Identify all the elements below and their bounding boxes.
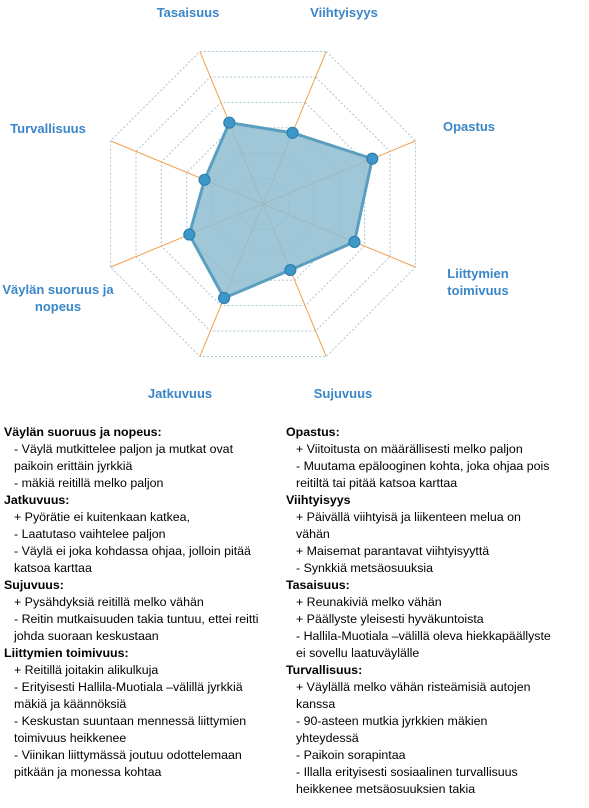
note-line: + Maisemat parantavat viihtyisyyttä (296, 544, 490, 558)
note-section-title: Turvallisuus: (286, 663, 363, 677)
note-item (4, 526, 286, 543)
note-line: heikkenee metsäosuuksien takia (296, 782, 476, 796)
notes-left-column (4, 424, 286, 781)
note-section-title: Sujuvuus: (4, 578, 64, 592)
axis-label-line: Turvallisuus (10, 121, 86, 136)
note-item (4, 594, 286, 611)
note-item (286, 713, 586, 747)
note-item (4, 509, 286, 526)
note-section-title: Jatkuvuus: (4, 493, 70, 507)
axis-label-line: Liittymien (447, 266, 509, 281)
note-item (4, 543, 286, 577)
note-item (4, 475, 286, 492)
note-section (4, 645, 286, 781)
note-item (286, 611, 586, 628)
note-line: + Pysähdyksiä reitillä melko vähän (14, 595, 204, 609)
note-line: - Illalla erityisesti sosiaalinen turvallisuus (296, 765, 518, 779)
note-section (286, 662, 586, 798)
note-item (286, 441, 586, 458)
data-point (285, 265, 296, 276)
note-line: - mäkiä reitillä melko paljon (14, 476, 164, 490)
note-section-title: Viihtyisyys (286, 493, 351, 507)
note-section (4, 577, 286, 645)
note-line: mäkiä ja käännöksiä (14, 697, 127, 711)
note-section-title: Liittymien toimivuus: (4, 646, 129, 660)
data-point (199, 174, 210, 185)
note-item (286, 509, 586, 543)
note-section (286, 424, 586, 492)
data-point (219, 293, 230, 304)
note-section-title: Tasaisuus: (286, 578, 350, 592)
note-item (4, 679, 286, 713)
axis-label-line: Väylän suoruus ja (2, 282, 114, 297)
note-item (286, 747, 586, 764)
note-line: - 90-asteen mutkia jyrkkien mäkien (296, 714, 488, 728)
axis-label (443, 119, 495, 134)
note-line: yhteydessä (296, 731, 359, 745)
axis-label (10, 121, 86, 136)
note-line: - Erityisesti Hallila-Muotiala –välillä jyrkkiä (14, 680, 243, 694)
note-section (286, 492, 586, 577)
note-item (286, 458, 586, 492)
note-line: + Reunakiviä melko vähän (296, 595, 442, 609)
note-line: ei sovellu laatuväylälle (296, 646, 420, 660)
note-item (4, 747, 286, 781)
note-line: - Väylä ei joka kohdassa ohjaa, jolloin pitää (14, 544, 251, 558)
axis-label (2, 282, 114, 314)
data-point (287, 127, 298, 138)
note-item (286, 543, 586, 560)
axis-label-line: Opastus (442, 119, 496, 134)
note-line: - Väylä mutkittelee paljon ja mutkat ovat (14, 442, 234, 456)
note-line: + Päivällä viihtyisä ja liikenteen melua on (296, 510, 521, 524)
note-section (4, 424, 286, 492)
note-line: toimivuus heikkenee (14, 731, 127, 745)
note-line: - Keskustan suuntaan mennessä liittymien (14, 714, 247, 728)
note-line: paikoin erittäin jyrkkiä (14, 459, 133, 473)
data-point (184, 229, 195, 240)
axis-label (157, 5, 220, 20)
axis-label (310, 5, 378, 20)
data-point (367, 153, 378, 164)
note-item (286, 628, 586, 662)
note-item (4, 662, 286, 679)
note-line: + Pyörätie ei kuitenkaan katkea, (14, 510, 190, 524)
note-item (286, 560, 586, 577)
note-line: - Hallila-Muotiala –välillä oleva hiekkapäällyste (296, 629, 551, 643)
data-area (189, 123, 372, 298)
note-line: + Reitillä joitakin alikulkuja (14, 663, 159, 677)
note-line: - Muutama epälooginen kohta, joka ohjaa pois (296, 459, 550, 473)
note-item (4, 713, 286, 747)
note-line: - Synkkiä metsäosuuksia (296, 561, 434, 575)
note-item (286, 764, 586, 798)
note-section-title: Opastus: (286, 425, 340, 439)
note-line: + Päällyste yleisesti hyväkuntoista (296, 612, 484, 626)
note-item (286, 679, 586, 713)
notes-right-column (286, 424, 586, 798)
axis-label-line: Viihtyisyys (310, 5, 378, 20)
data-point (224, 117, 235, 128)
axis-label-line: Sujuvuus (313, 386, 373, 401)
note-line: pitkään ja monessa kohtaa (14, 765, 162, 779)
axis-label-line: Tasaisuus (156, 5, 220, 20)
axis-label-line: Jatkuvuus (147, 386, 213, 401)
note-line: - Laatutaso vaihtelee paljon (14, 527, 166, 541)
note-line: reitiltä tai pitää katsoa karttaa (296, 476, 458, 490)
note-line: + Väylällä melko vähän risteämisiä autojen (296, 680, 531, 694)
note-line: - Viinikan liittymässä joutuu odottelemaan (14, 748, 242, 762)
note-line: - Reitin mutkaisuuden takia tuntuu, ettei reitti (14, 612, 259, 626)
note-line: katsoa karttaa (14, 561, 92, 575)
note-line: vähän (296, 527, 330, 541)
axis-label (447, 266, 508, 298)
note-section (4, 492, 286, 577)
note-line: - Paikoin sorapintaa (296, 748, 406, 762)
note-section (286, 577, 586, 662)
note-line: johda suoraan keskustaan (14, 629, 159, 643)
data-point (349, 236, 360, 247)
note-line: kanssa (296, 697, 336, 711)
note-item (4, 611, 286, 645)
note-item (4, 441, 286, 475)
axis-label-line: nopeus (34, 299, 82, 314)
axis-label (314, 386, 373, 401)
note-line: + Viitoitusta on määrällisesti melko paljon (296, 442, 523, 456)
note-item (286, 594, 586, 611)
axis-label-line: toimivuus (447, 283, 509, 298)
axis-label (148, 386, 212, 401)
note-section-title: Väylän suoruus ja nopeus: (4, 425, 162, 439)
